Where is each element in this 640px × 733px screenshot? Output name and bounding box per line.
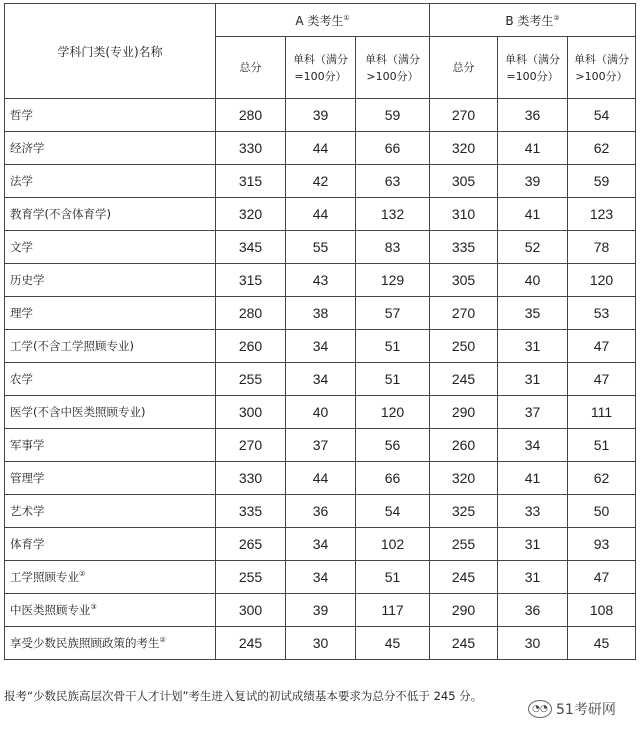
cell-b-total: 320: [430, 462, 498, 495]
cell-b-single-gt100: 47: [568, 363, 636, 396]
table-row: [5, 627, 636, 660]
cell-b-total: 290: [430, 396, 498, 429]
score-table: [4, 3, 636, 660]
cell-b-single-100: 31: [498, 561, 568, 594]
cell-a-single-gt100: 132: [356, 198, 430, 231]
cell-b-single-gt100: 51: [568, 429, 636, 462]
cell-b-total: 245: [430, 627, 498, 660]
cell-a-single-gt100: 63: [356, 165, 430, 198]
cell-a-single-gt100: 56: [356, 429, 430, 462]
cell-b-total: 270: [430, 99, 498, 132]
footnote: 报考“少数民族高层次骨干人才计划”考生进入复试的初试成绩基本要求为总分不低于 245 分。: [4, 689, 483, 703]
cell-b-single-gt100: 111: [568, 396, 636, 429]
cell-b-single-100: 40: [498, 264, 568, 297]
cell-b-single-100: 35: [498, 297, 568, 330]
row-name: 法学: [5, 165, 216, 198]
cell-a-single-100: 39: [286, 594, 356, 627]
cell-a-single-gt100: 54: [356, 495, 430, 528]
cell-a-single-gt100: 102: [356, 528, 430, 561]
cell-b-single-100: 41: [498, 462, 568, 495]
wechat-logo-icon: ◔◔: [528, 700, 552, 718]
cell-b-single-100: 34: [498, 429, 568, 462]
cell-a-single-100: 44: [286, 462, 356, 495]
cell-a-total: 255: [216, 561, 286, 594]
row-name: 文学: [5, 231, 216, 264]
cell-b-single-gt100: 123: [568, 198, 636, 231]
header-b-single-gt100: 单科（满分>100分）: [568, 37, 636, 99]
cell-b-single-gt100: 47: [568, 561, 636, 594]
table-row: [5, 396, 636, 429]
header-b-single-100: 单科（满分=100分）: [498, 37, 568, 99]
cell-a-single-100: 38: [286, 297, 356, 330]
table-row: [5, 264, 636, 297]
cell-a-total: 335: [216, 495, 286, 528]
cell-a-total: 300: [216, 396, 286, 429]
row-name: 医学(不含中医类照顾专业): [5, 396, 216, 429]
watermark: [528, 699, 616, 719]
table-row: [5, 330, 636, 363]
row-name: 教育学(不含体育学): [5, 198, 216, 231]
header-group-b: B 类考生②: [430, 4, 636, 37]
table-row: [5, 198, 636, 231]
cell-a-single-100: 43: [286, 264, 356, 297]
cell-a-single-100: 36: [286, 495, 356, 528]
cell-b-single-100: 31: [498, 363, 568, 396]
cell-a-total: 345: [216, 231, 286, 264]
cell-a-single-100: 34: [286, 363, 356, 396]
table-row: [5, 99, 636, 132]
table-row: [5, 528, 636, 561]
cell-b-single-gt100: 108: [568, 594, 636, 627]
table-row: [5, 297, 636, 330]
cell-b-total: 310: [430, 198, 498, 231]
cell-b-total: 250: [430, 330, 498, 363]
row-name: 享受少数民族照顾政策的考生②: [5, 627, 216, 660]
cell-b-single-100: 39: [498, 165, 568, 198]
cell-b-single-gt100: 62: [568, 132, 636, 165]
cell-a-single-100: 37: [286, 429, 356, 462]
header-a-single-100: 单科（满分=100分）: [286, 37, 356, 99]
row-name: 中医类照顾专业③: [5, 594, 216, 627]
cell-b-single-gt100: 50: [568, 495, 636, 528]
cell-b-single-100: 41: [498, 132, 568, 165]
cell-b-single-gt100: 45: [568, 627, 636, 660]
cell-a-single-gt100: 51: [356, 561, 430, 594]
cell-b-single-gt100: 93: [568, 528, 636, 561]
cell-a-single-100: 30: [286, 627, 356, 660]
cell-a-single-100: 34: [286, 561, 356, 594]
cell-a-single-gt100: 45: [356, 627, 430, 660]
cell-a-total: 245: [216, 627, 286, 660]
cell-a-single-gt100: 129: [356, 264, 430, 297]
table-row: [5, 561, 636, 594]
cell-a-single-100: 39: [286, 99, 356, 132]
table-row: [5, 429, 636, 462]
table-row: [5, 165, 636, 198]
cell-a-single-gt100: 51: [356, 363, 430, 396]
cell-b-total: 320: [430, 132, 498, 165]
cell-a-total: 315: [216, 264, 286, 297]
cell-b-single-gt100: 78: [568, 231, 636, 264]
cell-b-single-100: 36: [498, 99, 568, 132]
header-a-total: 总分: [216, 37, 286, 99]
cell-b-total: 325: [430, 495, 498, 528]
header-a-single-gt100: 单科（满分>100分）: [356, 37, 430, 99]
cell-a-total: 330: [216, 462, 286, 495]
cell-b-single-100: 31: [498, 330, 568, 363]
row-name: 理学: [5, 297, 216, 330]
header-b-total: 总分: [430, 37, 498, 99]
row-name: 哲学: [5, 99, 216, 132]
cell-a-single-gt100: 66: [356, 132, 430, 165]
cell-b-single-gt100: 54: [568, 99, 636, 132]
cell-a-single-100: 34: [286, 330, 356, 363]
cell-a-single-100: 40: [286, 396, 356, 429]
cell-b-single-100: 30: [498, 627, 568, 660]
watermark-text: 51考研网: [556, 702, 616, 718]
cell-b-total: 270: [430, 297, 498, 330]
cell-b-total: 260: [430, 429, 498, 462]
table-row: [5, 231, 636, 264]
cell-a-single-gt100: 83: [356, 231, 430, 264]
cell-a-total: 265: [216, 528, 286, 561]
cell-b-total: 245: [430, 363, 498, 396]
cell-a-single-100: 44: [286, 198, 356, 231]
cell-b-total: 290: [430, 594, 498, 627]
cell-b-single-100: 37: [498, 396, 568, 429]
cell-a-single-100: 42: [286, 165, 356, 198]
row-name: 历史学: [5, 264, 216, 297]
cell-a-single-100: 44: [286, 132, 356, 165]
row-name: 工学(不含工学照顾专业): [5, 330, 216, 363]
cell-b-single-gt100: 47: [568, 330, 636, 363]
cell-b-single-100: 36: [498, 594, 568, 627]
cell-a-single-gt100: 66: [356, 462, 430, 495]
row-name: 体育学: [5, 528, 216, 561]
cell-b-single-100: 31: [498, 528, 568, 561]
cell-a-single-gt100: 117: [356, 594, 430, 627]
cell-a-total: 330: [216, 132, 286, 165]
cell-b-total: 305: [430, 165, 498, 198]
cell-a-single-gt100: 120: [356, 396, 430, 429]
cell-a-single-gt100: 59: [356, 99, 430, 132]
cell-a-total: 280: [216, 99, 286, 132]
cell-a-single-gt100: 51: [356, 330, 430, 363]
cell-a-total: 260: [216, 330, 286, 363]
cell-b-single-gt100: 62: [568, 462, 636, 495]
cell-b-single-100: 33: [498, 495, 568, 528]
cell-a-single-100: 55: [286, 231, 356, 264]
table-row: [5, 495, 636, 528]
table-row: [5, 132, 636, 165]
cell-b-single-100: 41: [498, 198, 568, 231]
cell-b-total: 305: [430, 264, 498, 297]
cell-a-total: 320: [216, 198, 286, 231]
header-group-a: A 类考生①: [216, 4, 430, 37]
cell-b-total: 255: [430, 528, 498, 561]
row-name: 军事学: [5, 429, 216, 462]
cell-a-total: 315: [216, 165, 286, 198]
row-name: 经济学: [5, 132, 216, 165]
cell-a-total: 280: [216, 297, 286, 330]
table-row: [5, 462, 636, 495]
cell-a-single-gt100: 57: [356, 297, 430, 330]
row-name: 工学照顾专业②: [5, 561, 216, 594]
cell-b-single-gt100: 53: [568, 297, 636, 330]
row-name: 管理学: [5, 462, 216, 495]
header-name: 学科门类(专业)名称: [5, 4, 216, 99]
cell-b-total: 335: [430, 231, 498, 264]
table-row: [5, 363, 636, 396]
cell-b-single-gt100: 120: [568, 264, 636, 297]
cell-b-single-gt100: 59: [568, 165, 636, 198]
row-name: 艺术学: [5, 495, 216, 528]
row-name: 农学: [5, 363, 216, 396]
table-row: [5, 594, 636, 627]
cell-b-single-100: 52: [498, 231, 568, 264]
cell-a-total: 270: [216, 429, 286, 462]
cell-a-single-100: 34: [286, 528, 356, 561]
cell-a-total: 300: [216, 594, 286, 627]
cell-a-total: 255: [216, 363, 286, 396]
cell-b-total: 245: [430, 561, 498, 594]
